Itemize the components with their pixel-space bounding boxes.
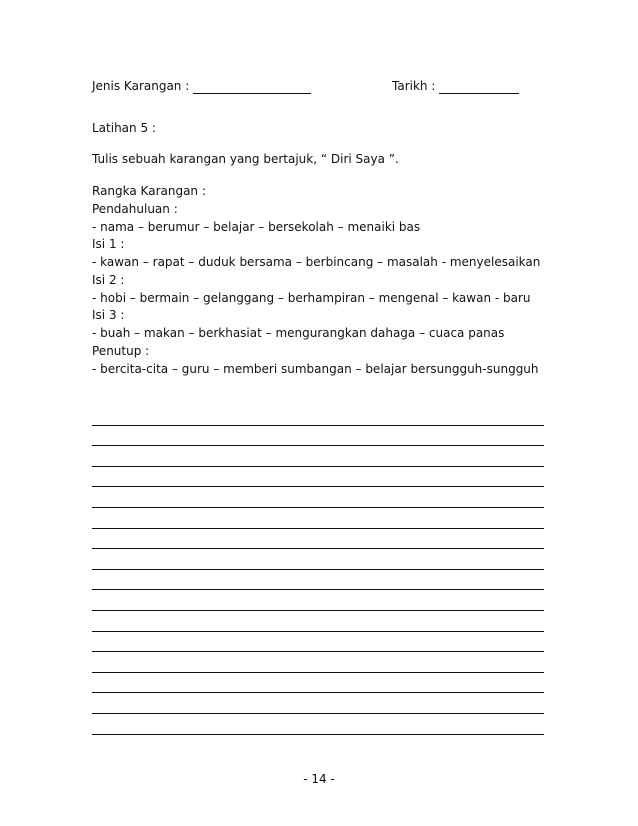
outline-isi-3-points: - buah – makan – berkhasiat – mengurangkan dahaga – cuaca panas <box>92 326 505 340</box>
writing-line[interactable] <box>92 590 544 611</box>
outline-isi-2-heading: Isi 2 : <box>92 272 125 287</box>
writing-line[interactable] <box>92 487 544 508</box>
writing-line[interactable] <box>92 405 544 426</box>
outline-heading: Rangka Karangan : <box>92 184 206 198</box>
outline-isi-1-points: - kawan – rapat – duduk bersama – berbincang – masalah - menyelesaikan <box>92 255 541 269</box>
writing-line[interactable] <box>92 426 544 447</box>
writing-line[interactable] <box>92 652 544 673</box>
page-number: - 14 - <box>303 772 335 786</box>
outline-isi-1-heading: Isi 1 : <box>92 237 125 252</box>
jenis-karangan-field <box>92 78 311 94</box>
exercise-title: Latihan 5 : <box>92 121 156 135</box>
outline-pendahuluan-points: - nama – berumur – belajar – bersekolah – menaiki bas <box>92 219 421 234</box>
writing-line[interactable] <box>92 467 544 488</box>
outline-penutup-heading: Penutup : <box>92 343 150 358</box>
writing-line[interactable] <box>92 714 544 735</box>
tarikh-label: Tarikh : <box>392 79 436 93</box>
writing-line[interactable] <box>92 693 544 714</box>
outline-pendahuluan-heading: Pendahuluan : <box>92 201 178 216</box>
jenis-karangan-label: Jenis Karangan : <box>92 79 190 93</box>
writing-lines-area[interactable] <box>92 405 544 735</box>
outline-penutup-points: - bercita-cita – guru – memberi sumbangan – belajar bersungguh-sungguh <box>92 361 539 376</box>
jenis-karangan-blank[interactable] <box>193 81 311 94</box>
writing-line[interactable] <box>92 446 544 467</box>
writing-line[interactable] <box>92 632 544 653</box>
writing-line[interactable] <box>92 549 544 570</box>
writing-line[interactable] <box>92 611 544 632</box>
tarikh-blank[interactable] <box>439 81 519 94</box>
outline-isi-2-points: - hobi – bermain – gelanggang – berhampiran – mengenal – kawan - baru <box>92 290 531 305</box>
writing-line[interactable] <box>92 529 544 550</box>
tarikh-field <box>392 78 519 94</box>
writing-line[interactable] <box>92 570 544 591</box>
exercise-instruction: Tulis sebuah karangan yang bertajuk, “ Diri Saya ”. <box>92 152 399 166</box>
essay-outline <box>92 183 552 378</box>
writing-line[interactable] <box>92 508 544 529</box>
writing-line[interactable] <box>92 673 544 694</box>
outline-isi-3-heading: Isi 3 : <box>92 308 125 323</box>
worksheet-header <box>92 78 542 98</box>
